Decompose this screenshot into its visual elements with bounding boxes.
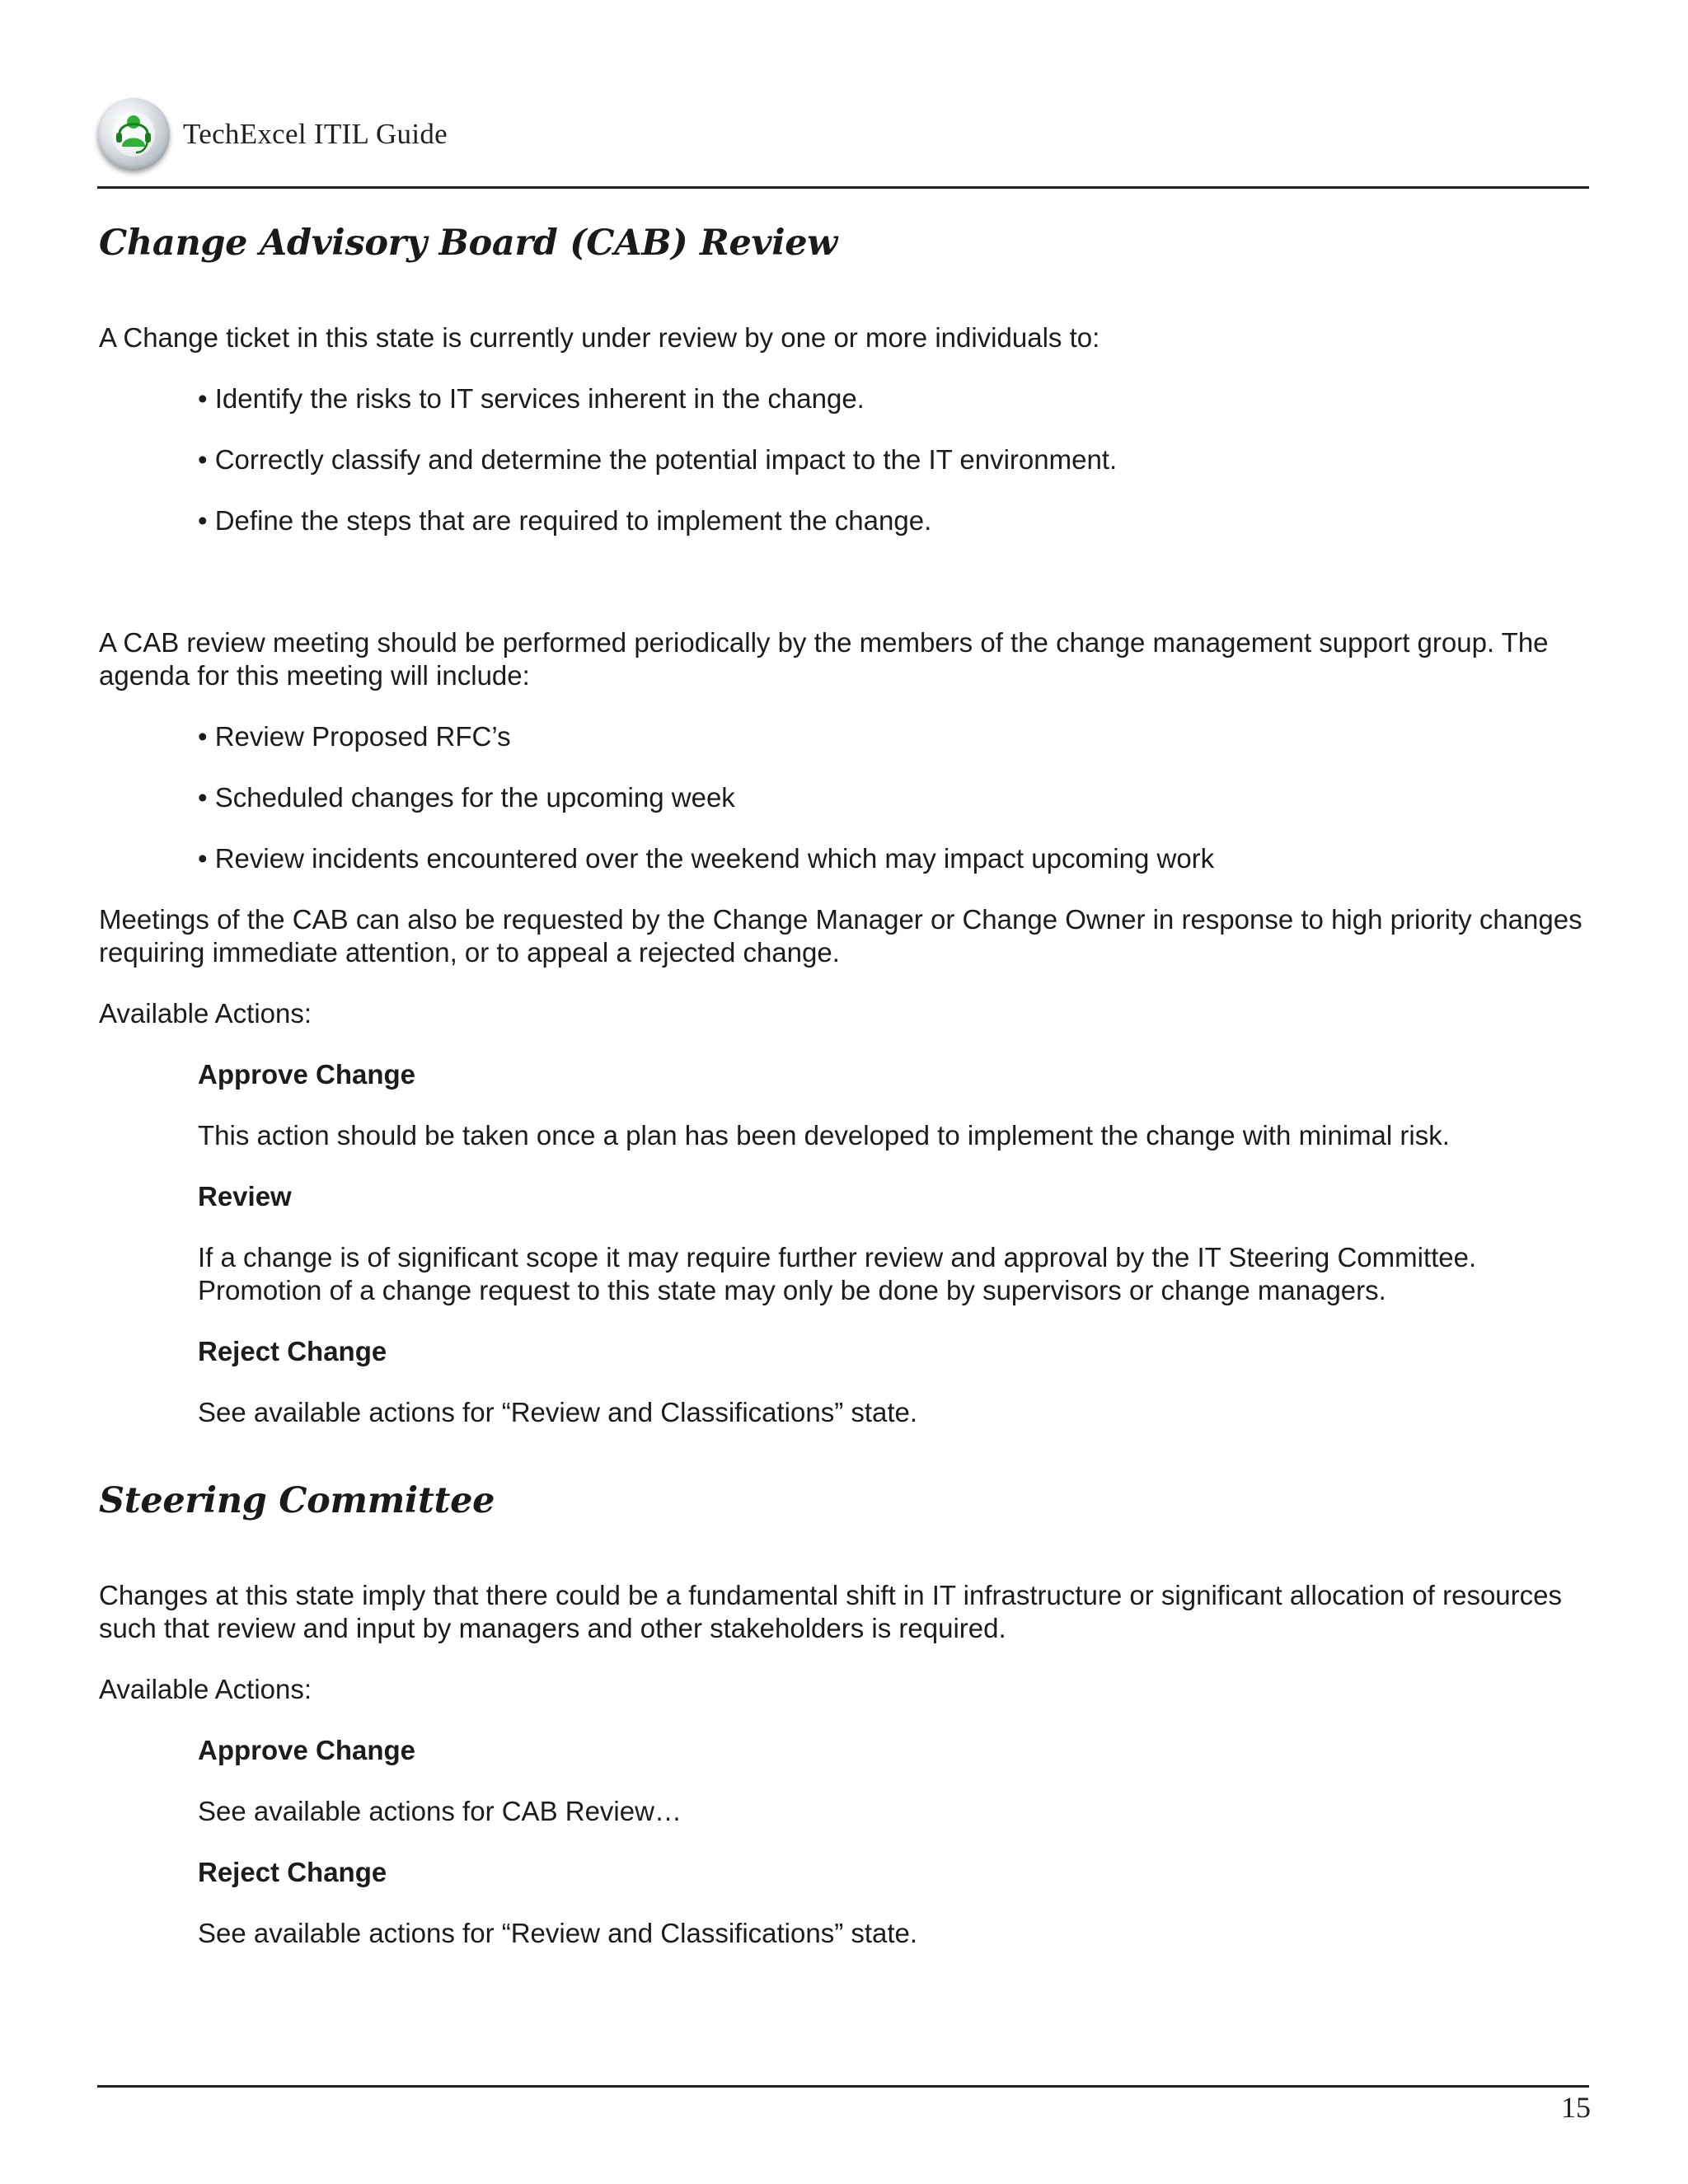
agenda-item: • Review Proposed RFC’s [198,721,511,752]
cab-bullet: • Identify the risks to IT services inherent in the change. [198,383,865,414]
headset-icon [97,98,170,171]
action-name-approve-change: Approve Change [198,1735,416,1765]
steering-intro: Changes at this state imply that there could be a fundamental shift in IT infrastructure or significant allocation of resources such that review and input by managers and other stakeholders is required. [99,1580,1562,1643]
action-description: See available actions for “Review and Classifications” state. [198,1397,918,1427]
action-name-review: Review [198,1181,292,1212]
header-divider [97,186,1589,189]
action-name-reject-change: Reject Change [198,1857,387,1887]
action-description: See available actions for “Review and Classifications” state. [198,1918,918,1948]
action-description: This action should be taken once a plan has been developed to implement the change with minimal risk. [198,1120,1450,1151]
footer-divider [97,2085,1589,2088]
agenda-item: • Scheduled changes for the upcoming week [198,782,735,813]
action-description: If a change is of significant scope it may require further review and approval by the IT Steering Committee. Promotion of a change request to this state may only be done by supervisors or change managers. [198,1242,1477,1305]
page-number: 15 [1561,2091,1591,2124]
cab-bullet: • Define the steps that are required to implement the change. [198,505,932,536]
cab-meetings-note: Meetings of the CAB can also be requested by the Change Manager or Change Owner in response to high priority changes requiring immediate attention, or to appeal a rejected change. [99,904,1582,968]
agenda-item: • Review incidents encountered over the weekend which may impact upcoming work [198,843,1215,874]
section-heading-steering-committee: Steering Committee [99,1480,495,1521]
page-content [99,223,1591,1950]
cab-intro: A Change ticket in this state is currently under review by one or more individuals to: [99,322,1100,353]
action-name-approve-change: Approve Change [198,1059,416,1090]
guide-title: TechExcel ITIL Guide [183,118,448,150]
section-heading-cab-review: Change Advisory Board (CAB) Review [99,223,838,264]
action-name-reject-change: Reject Change [198,1336,387,1366]
available-actions-label: Available Actions: [99,998,312,1029]
available-actions-label: Available Actions: [99,1674,312,1704]
cab-bullet: • Correctly classify and determine the potential impact to the IT environment. [198,444,1118,475]
page-header [97,97,448,171]
action-description: See available actions for CAB Review… [198,1796,682,1826]
cab-meeting-intro: A CAB review meeting should be performed periodically by the members of the change management support group. The agenda for this meeting will include: [99,627,1549,691]
